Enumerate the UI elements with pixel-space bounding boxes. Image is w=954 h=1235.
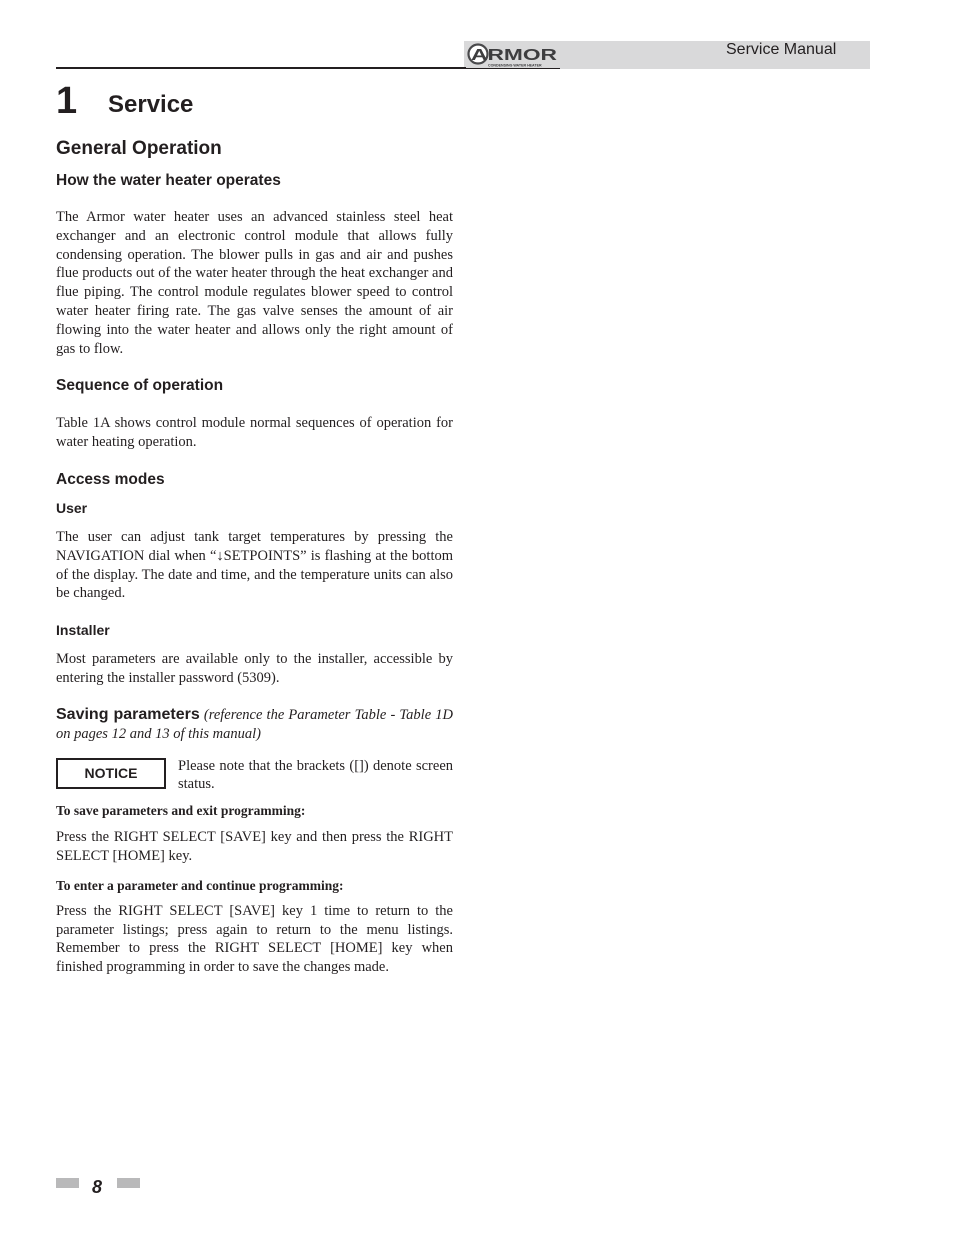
how-paragraph: The Armor water heater uses an advanced stainless steel heat exchanger and an electronic control module that allows fully condensing operation. The blower pulls in gas and air and pushes flue products out of the water heater through the heat exchanger and flue piping. The control module regulates blower speed to control water heater firing rate. The gas valve senses the amount of air flowing into the water heater and allows only the right amount of gas to flow. bbox=[56, 209, 453, 357]
save-exit-paragraph: Press the RIGHT SELECT [SAVE] key and then press the RIGHT SELECT [HOME] key. bbox=[56, 829, 453, 864]
user-heading: User bbox=[56, 499, 88, 516]
footer-bar-right bbox=[117, 1178, 140, 1188]
chapter-number: 1 bbox=[56, 80, 78, 122]
content-column bbox=[56, 136, 453, 977]
notice-row bbox=[56, 758, 453, 795]
how-heading: How the water heater operates bbox=[56, 172, 281, 189]
logo-subtext: CONDENSING WATER HEATER bbox=[488, 63, 542, 68]
installer-heading: Installer bbox=[56, 622, 110, 639]
footer-bar-left bbox=[56, 1178, 79, 1188]
general-operation-heading: General Operation bbox=[56, 138, 222, 159]
notice-badge: NOTICE bbox=[56, 758, 166, 789]
page-number: 8 bbox=[92, 1177, 103, 1197]
enter-continue-heading: To enter a parameter and continue programming: bbox=[56, 877, 344, 893]
save-exit-heading: To save parameters and exit programming: bbox=[56, 803, 306, 819]
saving-reference: (reference the Parameter Table - Table 1D on pages 12 and 13 of this manual) bbox=[56, 706, 454, 742]
sequence-paragraph: Table 1A shows control module normal sequences of operation for water heating operation. bbox=[56, 415, 453, 451]
access-modes-heading: Access modes bbox=[56, 470, 165, 488]
chapter-title: Service bbox=[108, 91, 194, 118]
logo-mark: ARMOR bbox=[471, 47, 558, 64]
enter-continue-paragraph: Press the RIGHT SELECT [SAVE] key 1 time to return to the parameter listings; press again to return to the menu listings. Remember to press the RIGHT SELECT [HOME] key when finished programming in order to save the changes made. bbox=[56, 902, 453, 976]
manual-label: Service Manual bbox=[726, 41, 837, 58]
notice-text: Please note that the brackets ([]) denote screen status. bbox=[178, 757, 453, 793]
sequence-heading: Sequence of operation bbox=[56, 377, 224, 395]
installer-paragraph: Most parameters are available only to the installer, accessible by entering the installer password (5309). bbox=[56, 651, 453, 686]
user-paragraph: The user can adjust tank target temperatures by pressing the NAVIGATION dial when “↓SETPOINTS” is flashing at the bottom of the display. The date and time, and the temperature units can also be changed. bbox=[56, 528, 453, 602]
saving-parameters-block bbox=[56, 705, 453, 744]
armor-logo bbox=[466, 42, 560, 68]
saving-heading: Saving parameters bbox=[56, 705, 200, 723]
